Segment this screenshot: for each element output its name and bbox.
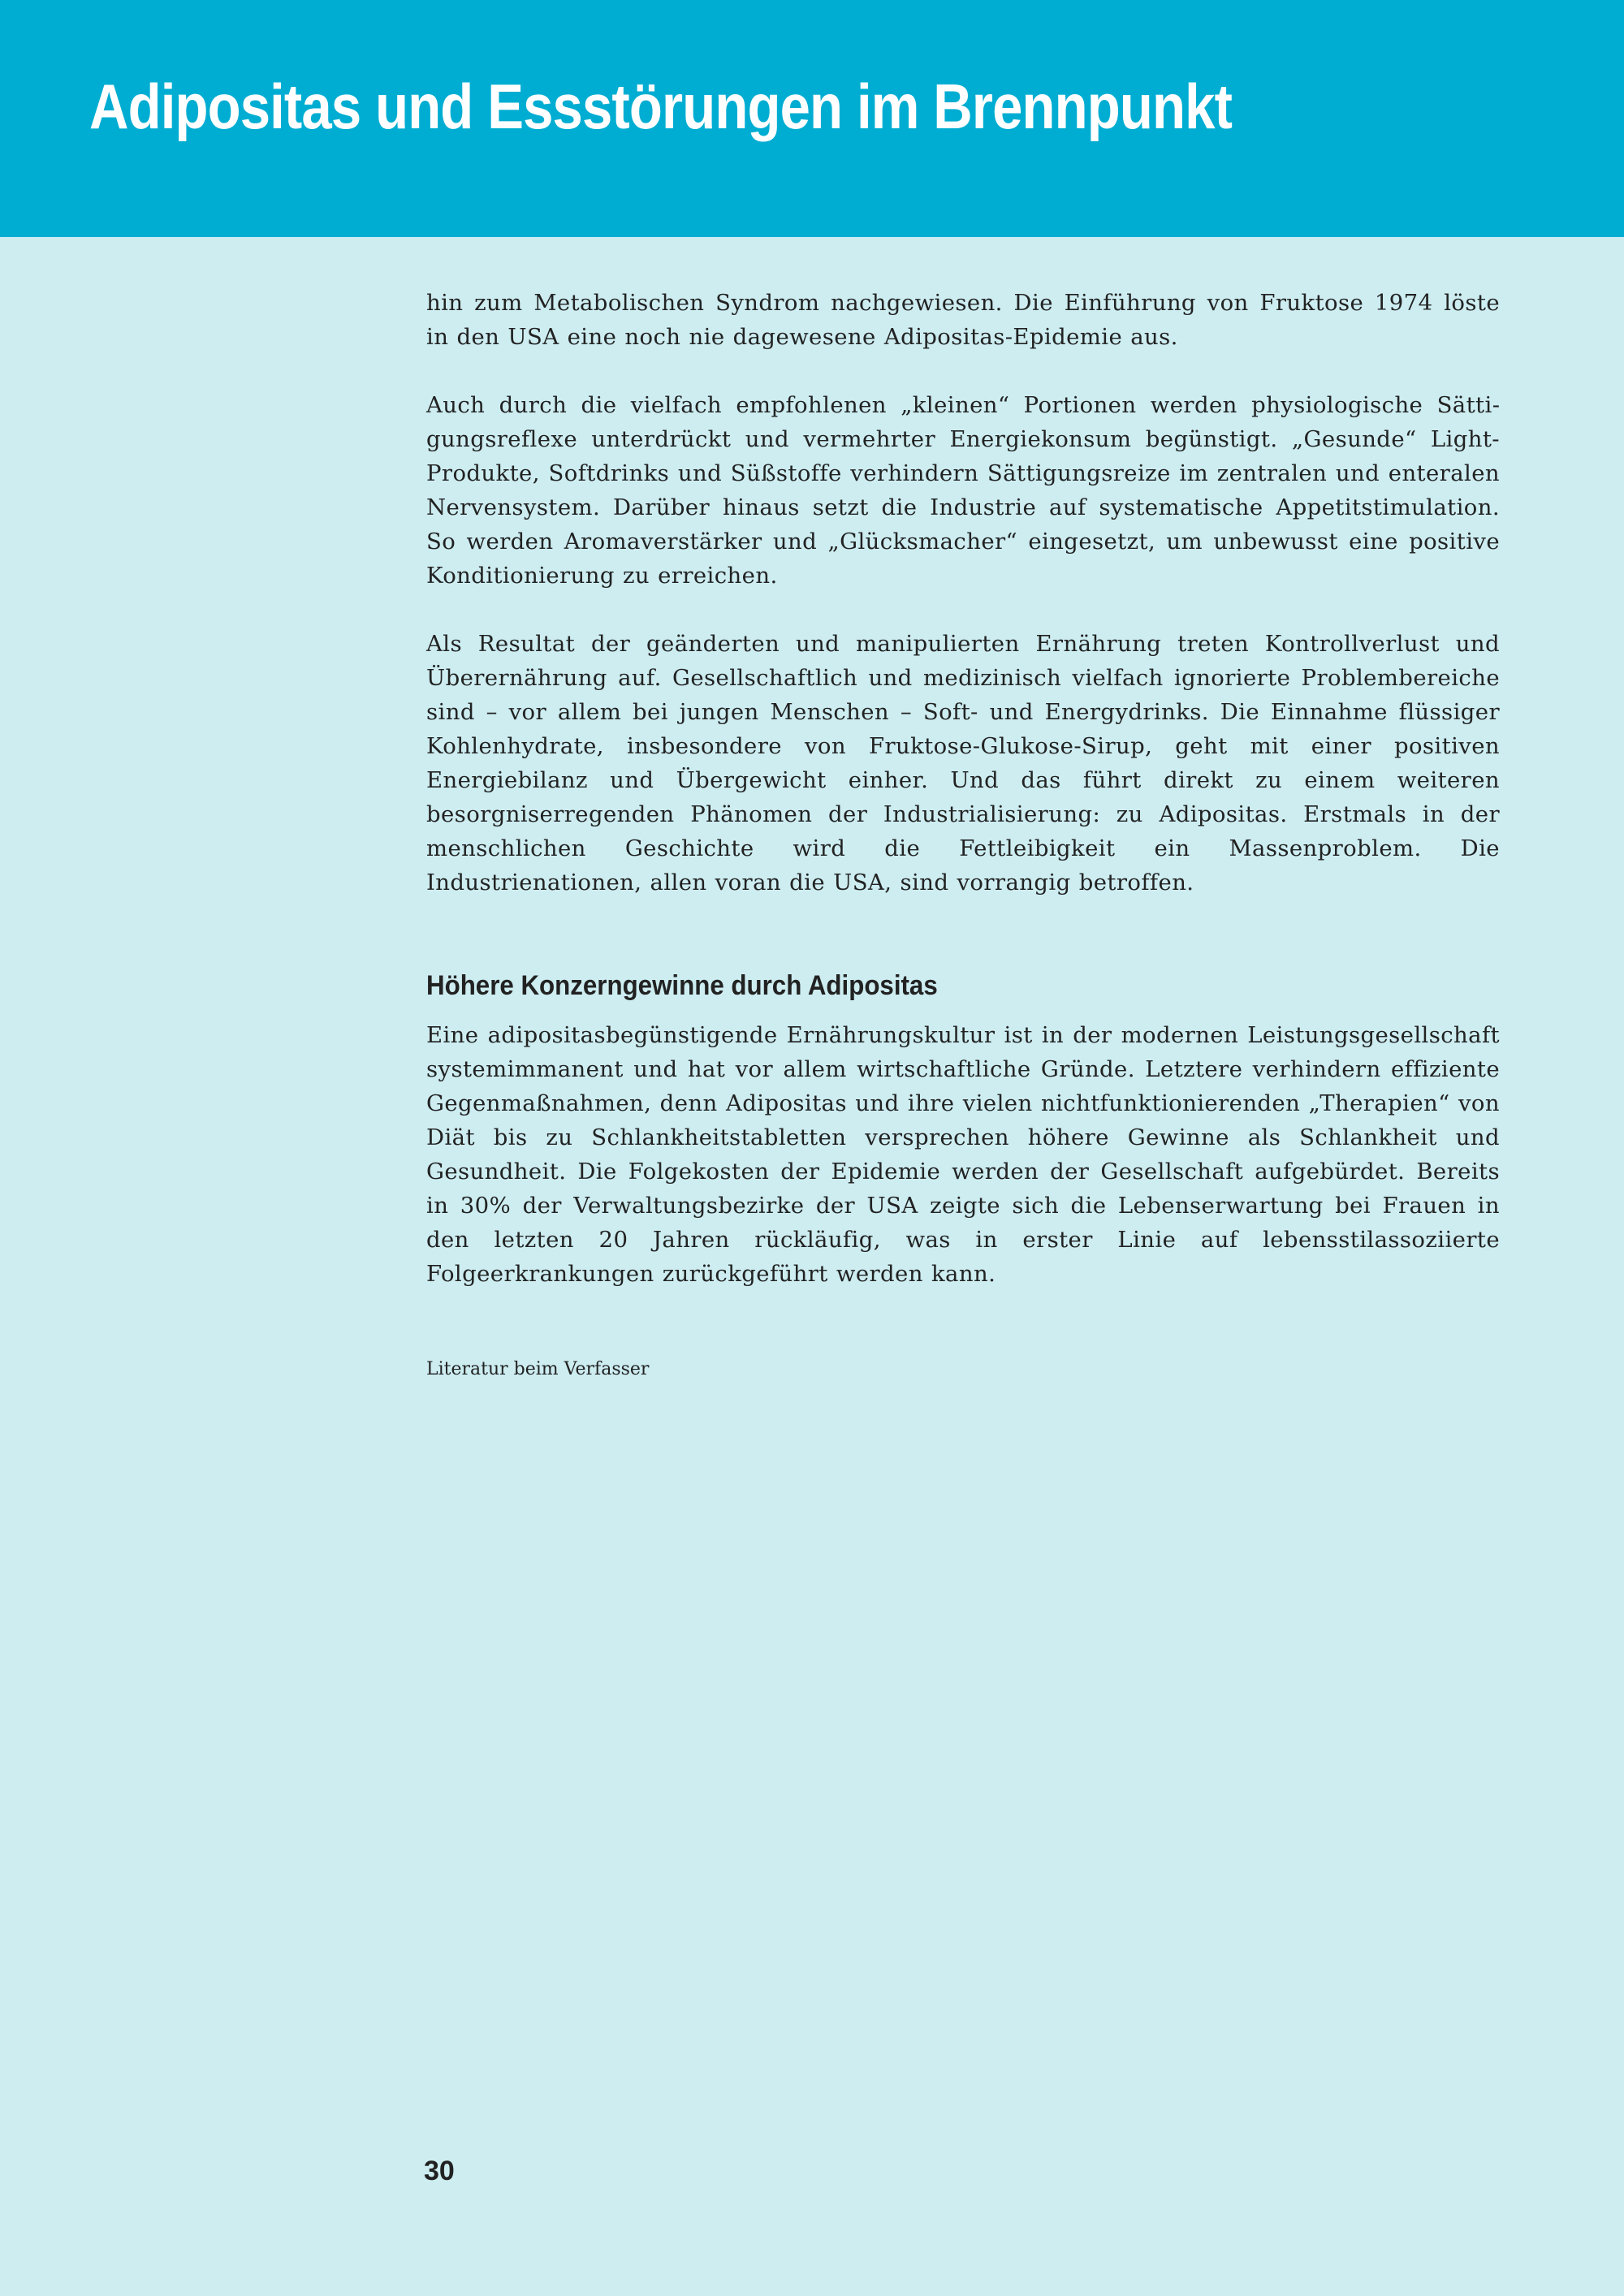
body-paragraph: Als Resultat der geänderten und manipulierten Ernährung treten Kontrollverlust und Überernährung auf. Gesellschaftlich und medizinisch vielfach ignorierte Problembereiche sind – vor allem bei jungen Menschen – Soft- und Energydrinks. Die Einnahme flüssiger Kohlenhydrate, insbesondere von Fruktose-Glukose-Sirup, geht mit einer positiven Energiebilanz und Übergewicht einher. Und das führt direkt zu einem weiteren besorgniserregenden Phänomen der Industrialisierung: zu Adipositas. Erstmals in der menschlichen Geschichte wird die Fettleibigkeit ein Massenproblem. Die Industrienationen, allen voran die USA, sind vorrangig betroffen. bbox=[426, 631, 1500, 896]
article-body bbox=[426, 286, 1500, 1291]
body-paragraph: Auch durch die vielfach empfohlenen „kleinen“ Portionen werden physiologische Sättigungsreflexe unterdrückt und vermehrter Energiekonsum begünstigt. „Gesunde“ Light-Produkte, Softdrinks und Süßstoffe verhindern Sättigungsreize im zentralen und enteralen Nervensystem. Darüber hinaus setzt die Industrie auf systematische Appetitstimulation. So werden Aromaverstärker und „Glücksmacher“ eingesetzt, um unbewusst eine positive Konditionierung zu erreichen. bbox=[426, 392, 1500, 589]
page-title: Adipositas und Essstörungen im Brennpunkt bbox=[89, 71, 1233, 142]
page-number: 30 bbox=[424, 2156, 455, 2186]
literature-note: Literatur beim Verfasser bbox=[426, 1359, 650, 1379]
section-paragraph: Eine adipositasbegünstigende Ernährungskultur ist in der modernen Leistungsgesellschaft systemimmanent und hat vor allem wirtschaftliche Gründe. Letztere verhindern effiziente Gegenmaßnahmen, denn Adipositas und ihre vielen nichtfunktionierenden „Therapien“ von Diät bis zu Schlankheitstabletten versprechen höhere Gewinne als Schlankheit und Gesundheit. Die Folgekosten der Epidemie werden der Gesellschaft aufgebürdet. Bereits in 30% der Verwaltungsbezirke der USA zeigte sich die Lebenserwartung bei Frauen in den letzten 20 Jahren rückläufig, was in erster Linie auf lebensstilassoziierte Folgeerkrankungen zurückgeführt werden kann. bbox=[426, 1022, 1500, 1287]
body-paragraph: hin zum Metabolischen Syndrom nachgewiesen. Die Einführung von Fruktose 1974 löste in den USA eine noch nie dagewesene Adipositas-Epidemie aus. bbox=[426, 290, 1500, 350]
section-heading: Höhere Konzerngewinne durch Adipositas bbox=[426, 970, 938, 1001]
header-band bbox=[0, 0, 1624, 237]
